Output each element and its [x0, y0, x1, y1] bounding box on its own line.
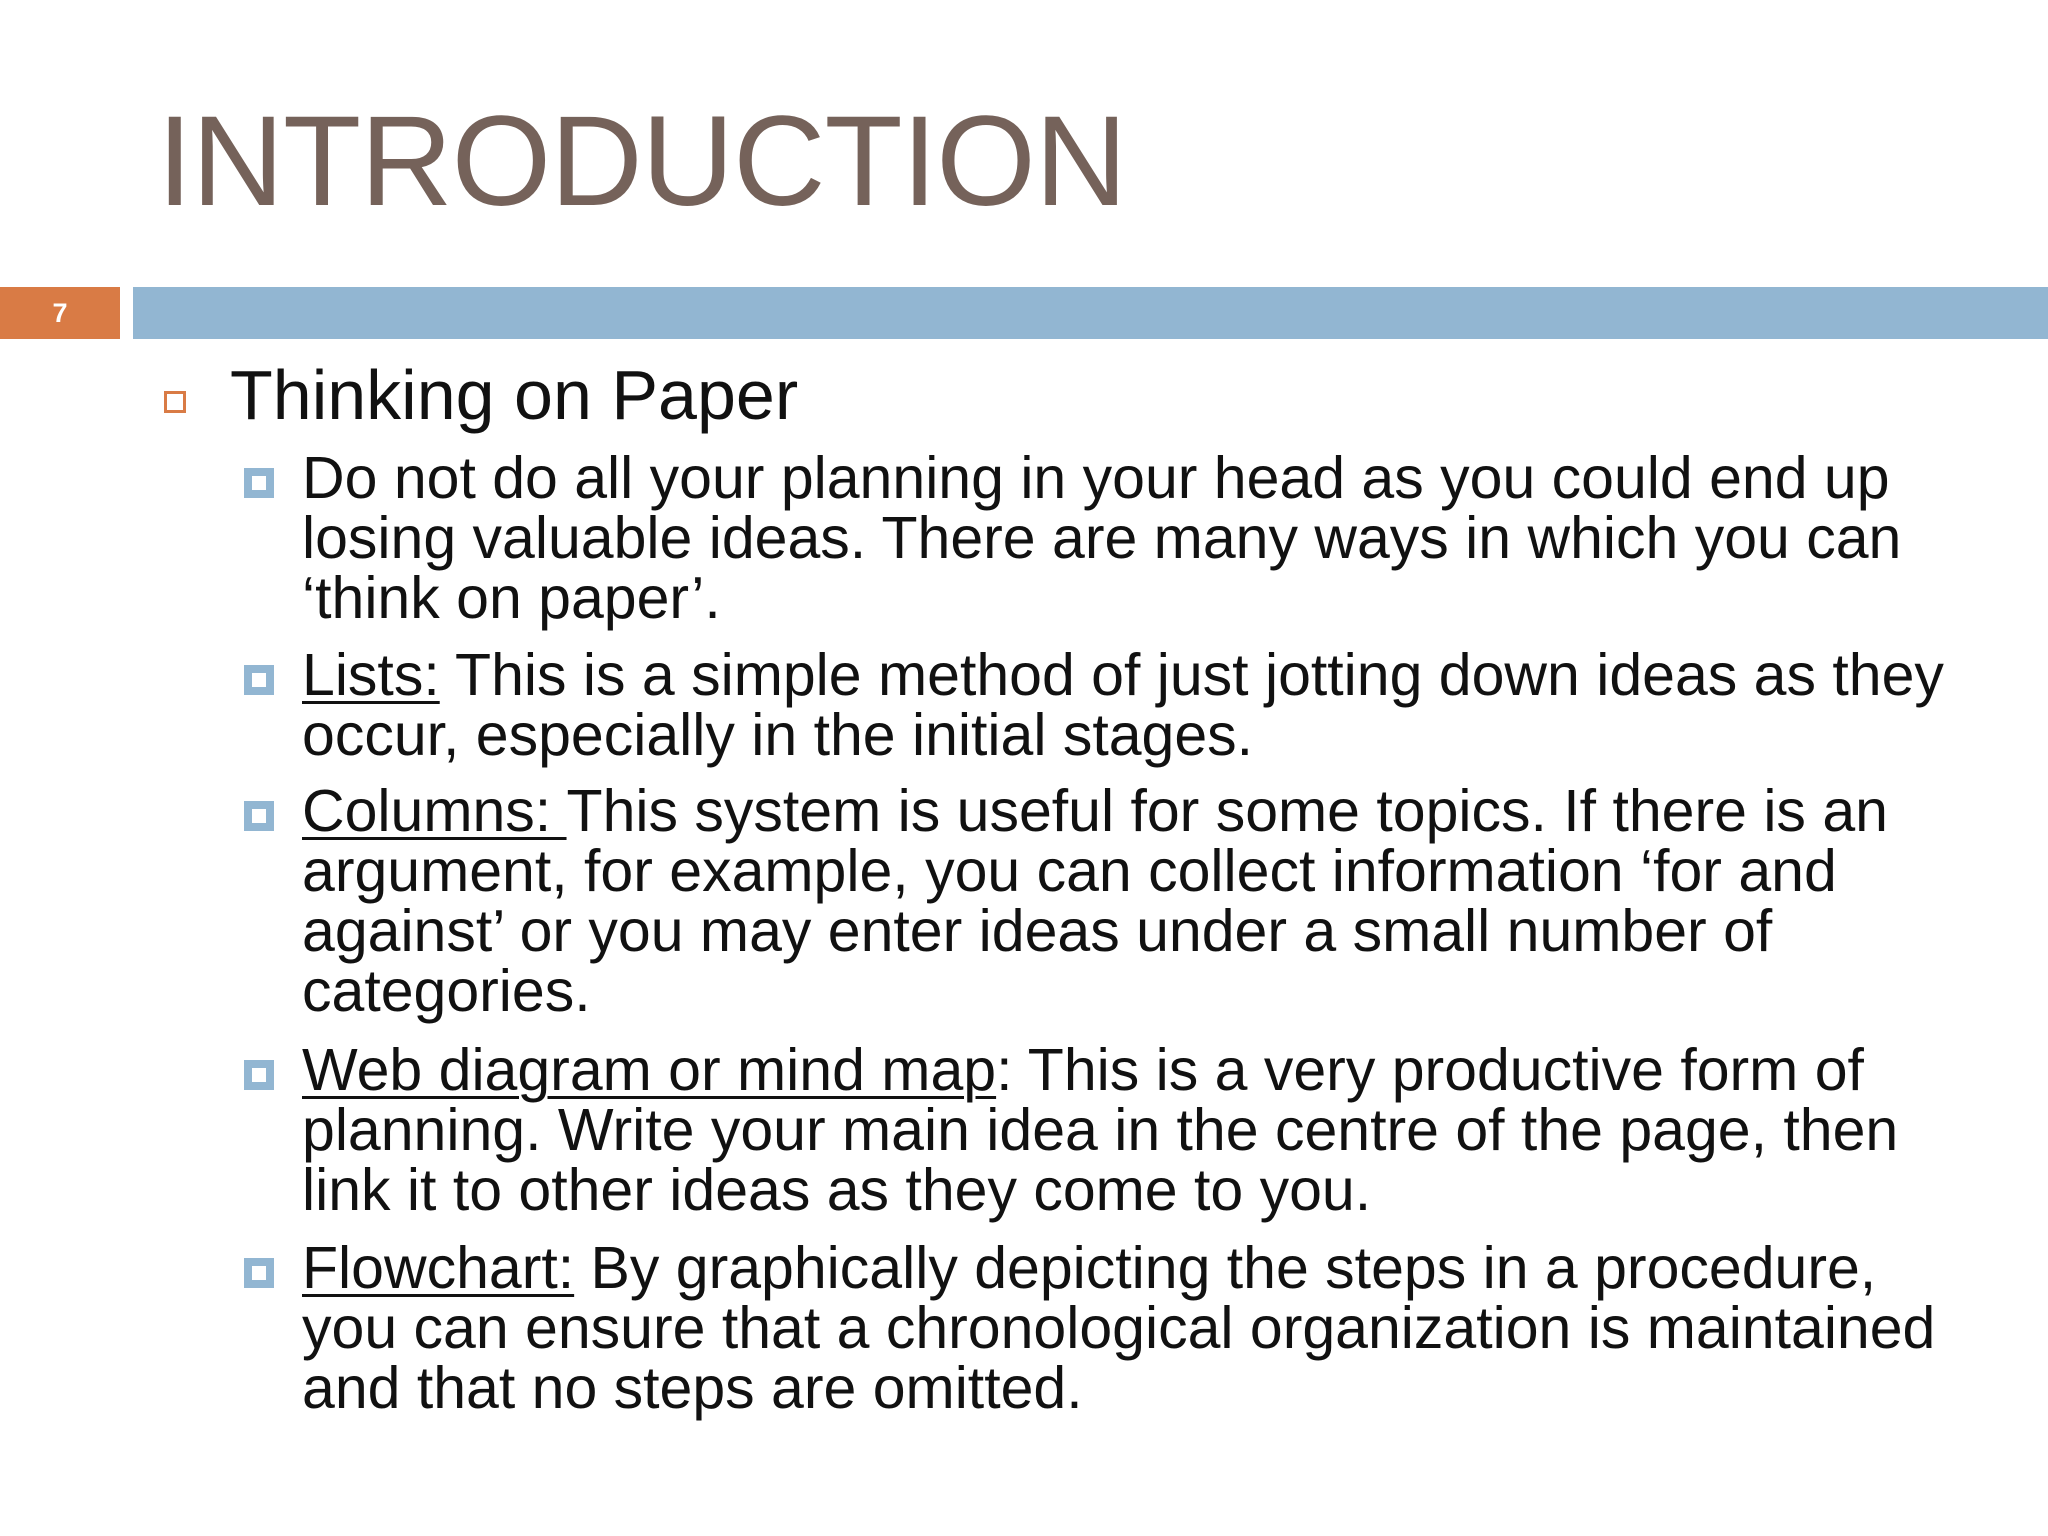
list-item-text: [302, 778, 1962, 1024]
list-item-label: Flowchart:: [302, 1235, 575, 1301]
square-bullet-icon: [244, 665, 274, 695]
list-item-body: This system is useful for some topics. If there is an argument, for example, you can collect information ‘for and against’ or you may enter ideas under a small number of categories.: [302, 778, 1888, 1024]
list-item-body: : This is a very productive form of planning. Write your main idea in the centre of the page, then link it to other ideas as they come to you.: [302, 1037, 1899, 1223]
slide-number: 7: [0, 287, 120, 339]
list-item-label: Columns:: [302, 778, 567, 844]
title-divider-bar: [133, 287, 2048, 339]
section-heading: Thinking on Paper: [230, 356, 799, 434]
list-item-body: Do not do all your planning in your head as you could end up losing valuable ideas. There are many ways in which you can ‘think on paper’.: [302, 445, 1902, 631]
list-item-label: Web diagram or mind map: [302, 1037, 997, 1103]
slide-title: INTRODUCTION: [157, 90, 1127, 233]
list-item-body: By graphically depicting the steps in a procedure, you can ensure that a chronological organization is maintained and that no steps are omitted.: [302, 1235, 1936, 1421]
list-item-text: [302, 1037, 1962, 1223]
list-item-text: [302, 642, 1962, 768]
square-bullet-icon: [244, 1060, 274, 1090]
square-bullet-icon: [244, 801, 274, 831]
square-bullet-icon: [244, 1258, 274, 1288]
list-item-text: [302, 1235, 1962, 1421]
list-item-body: This is a simple method of just jotting down ideas as they occur, especially in the initial stages.: [302, 642, 1944, 768]
hollow-square-bullet-icon: [164, 391, 186, 413]
list-item-label: Lists:: [302, 642, 440, 708]
list-item-text: [302, 445, 1962, 631]
square-bullet-icon: [244, 468, 274, 498]
